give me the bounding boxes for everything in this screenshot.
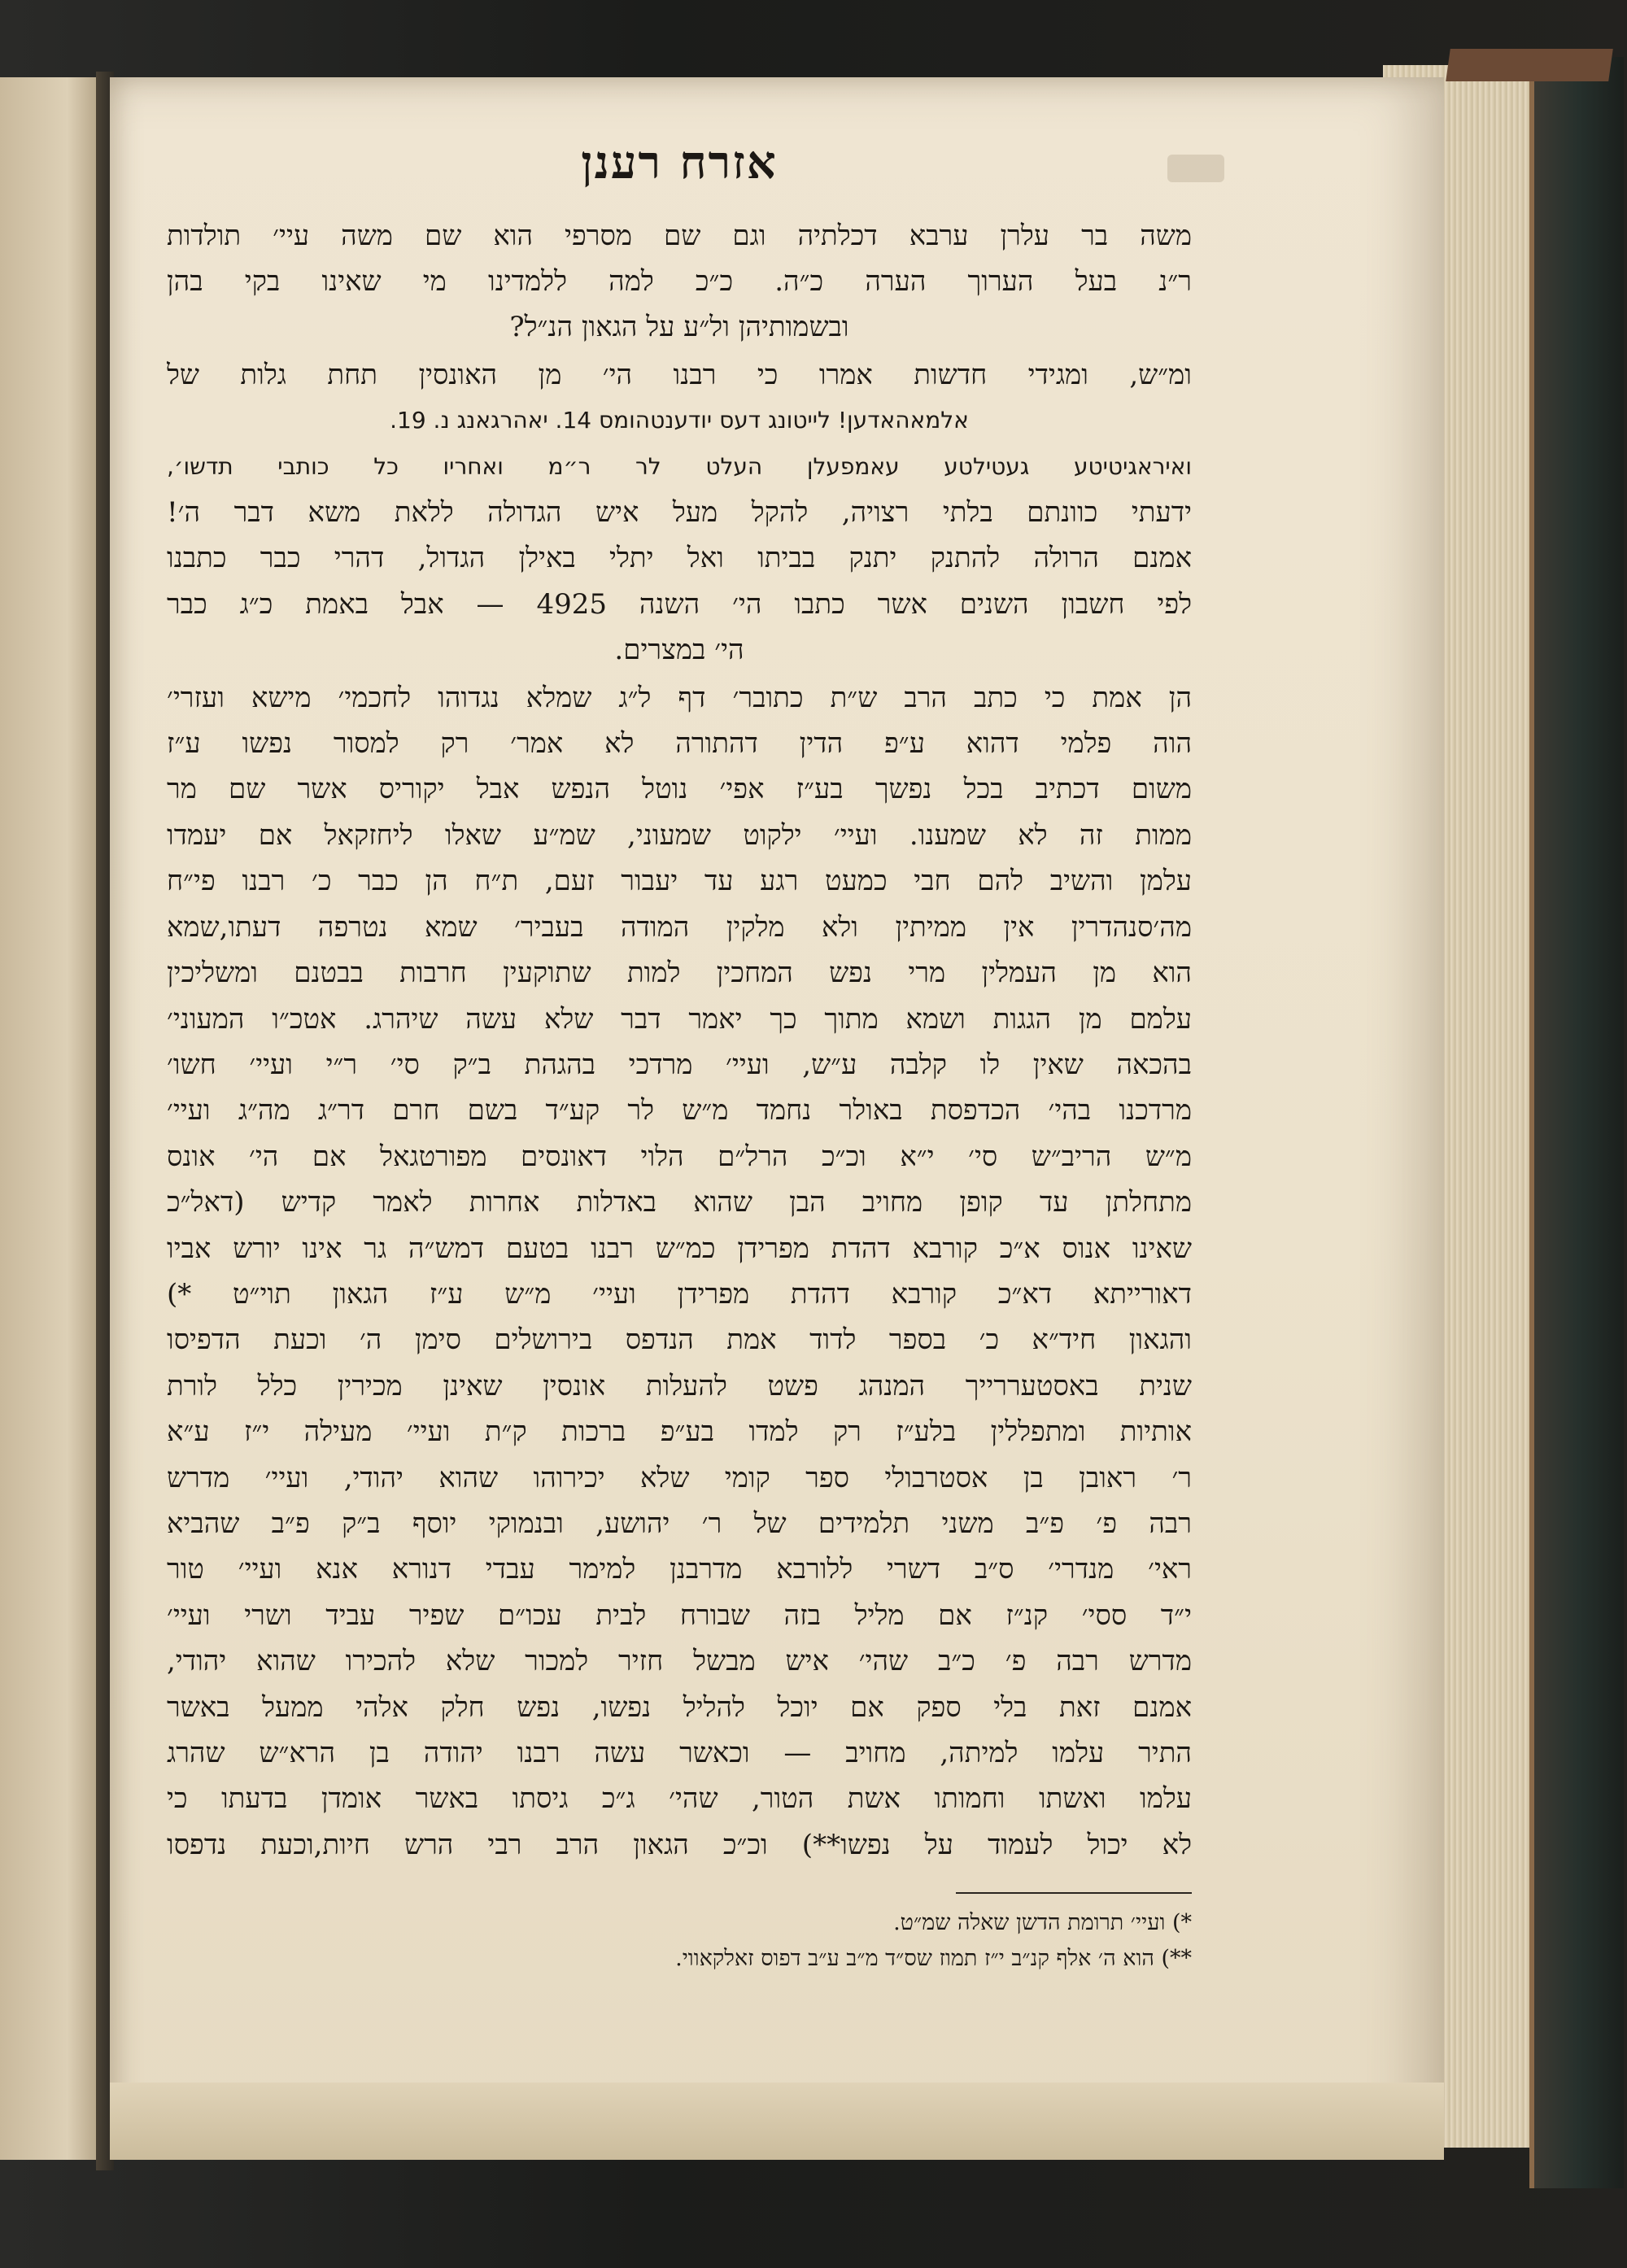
left-facing-page bbox=[0, 77, 98, 2160]
text-line: אמנם זאת בלי ספק אם יוכל להליל נפשו, נפש חלק אלהי ממעל באשר bbox=[167, 1690, 1192, 1724]
text-line: ממות זה לא שמענו. ועיי׳ ילקוט שמעוני, שמ״ע שאלו ליחזקאל אם יעמדו bbox=[167, 818, 1192, 852]
text-line: והגאון חיד״א כ׳ בספר לדוד אמת הנדפס בירושלים סימן ה׳ וכעת הדפיסו bbox=[167, 1324, 1192, 1357]
footnote-divider bbox=[956, 1892, 1192, 1894]
text-line: אותיות ומתפללין בלע״ז רק למדו בע״פ ברכות ק״ת ועיי׳ מעילה י״ז ע״א bbox=[167, 1415, 1192, 1449]
text-line: אמנם הרולה להתנק יתנק בביתו ואל יתלי באילן הגדול, דהרי כבר כתבנו bbox=[167, 542, 1192, 575]
book-cover-corner bbox=[1446, 49, 1613, 81]
paragraph-1 bbox=[167, 213, 1192, 351]
text-line: מה׳סנהדרין אין ממיתין ולא מלקין המודה בעביר׳ שמא נטרפה דעתו,שמא bbox=[167, 910, 1192, 944]
text-line: שנית באסטעררייך המנהג פשט להעלות אונסין שאינן מכירין כלל לורת bbox=[167, 1369, 1192, 1402]
footnote-1: *) ועיי׳ תרומת הדשן שאלה שמ״ט. bbox=[893, 1910, 1192, 1936]
book-cover-right bbox=[1529, 57, 1624, 2188]
text-line: מ״ש הריב״ש סי׳ י״א וכ״כ הרל״ם הלוי דאונסים מפורטגאל אם הי׳ אונס bbox=[167, 1140, 1192, 1173]
text-line: מתחלתן עד קופן מחויב הבן שהוא באדלות אחרות לאמר קדיש (דאל״כ bbox=[167, 1186, 1192, 1219]
text-line: אלמאהאדען! לייטונג דעס יודענטהומס 14. יאהרגאנג נ. 19. bbox=[390, 407, 969, 434]
paragraph-2 bbox=[167, 352, 1192, 674]
footnotes bbox=[167, 1905, 1192, 1977]
text-line: ואיראגיטיטע געטילטע עאמפעלן העלט לר ר״מ ואחריו כל כותבי תדשו׳, bbox=[167, 452, 1192, 480]
text-line: עלמו ואשתו וחמותו אשת הטור, שהי׳ ג״כ גיסתו באשר אומדן בדעתו כי bbox=[167, 1782, 1192, 1816]
text-line: ומ״ש, ומגידי חדשות אמרו כי רבנו הי׳ מן האונסין תחת גלות של bbox=[167, 358, 1192, 391]
text-line: לא יכול לעמוד על נפשו**) וכ״כ הגאון הרב רבי הרש חיות,וכעת נדפסו bbox=[167, 1828, 1192, 1861]
page-text bbox=[167, 138, 1192, 1977]
text-line: מדרש רבה פ׳ כ״ב שהי׳ איש מבשל חזיר למכור שלא להכירו שהוא יהודי, bbox=[167, 1645, 1192, 1678]
text-line: הן אמת כי כתב הרב ש״ת כתובר׳ דף ל״ג שמלא נגדוהו לחכמי׳ מישא ועזרי׳ bbox=[167, 681, 1192, 714]
footnote-2: **) הוא ה׳ אלף קנ״ב י״ז תמוז שס״ד מ״ב ע״ב דפוס זאלקאווי. bbox=[675, 1946, 1192, 1972]
running-head: אזרח רענן bbox=[581, 136, 778, 190]
text-line: רבה פ׳ פ״ב משני תלמידים של ר׳ יהושע, ובנמוקי יוסף ב״ק פ״ב שהביא bbox=[167, 1507, 1192, 1540]
text-line: ידעתי כוונתם בלתי רצויה, להקל מעל איש הגדולה ללאת משא דבר ה׳! bbox=[167, 496, 1192, 530]
paragraph-3 bbox=[167, 675, 1192, 1869]
text-line: ובשמותיהן ול״ע על הגאון הנ״ל? bbox=[509, 311, 849, 344]
text-line: ר׳ ראובן בן אסטרבולי ספר קומי שלא יכירוהו שהוא יהודי, ועיי׳ מדרש bbox=[167, 1461, 1192, 1494]
page-bottom-edge bbox=[110, 2083, 1444, 2160]
text-line: משה בר עלרן ערבא דכלתיה וגם שם מסרפי הוא שם משה עיי׳ תולדות bbox=[167, 219, 1192, 252]
text-line: בהכאה שאין לו קלבה ע״ש, ועיי׳ מרדכי בהגהת ב״ק סי׳ ר״י ועיי׳ חשו׳ bbox=[167, 1048, 1192, 1081]
text-line: דאורייתא דא״כ קורבא דהדת מפרידן ועיי׳ מ״ש ע״ז הגאון תוי״ט *) bbox=[167, 1277, 1192, 1311]
text-line: התיר עלמו למיתה, מחויב — וכאשר עשה רבנו יהודה בן הרא״ש שהרג bbox=[167, 1737, 1192, 1769]
text-line: מרדכנו בהי׳ הכדפסת באולר נחמד מ״ש לר קע״ד בשם חרם דר״ג מה״ג ועיי׳ bbox=[167, 1094, 1192, 1127]
text-line: לפי חשבון השנים אשר כתבו הי׳ השנה 4925 — אבל באמת כ״ג כבר bbox=[167, 587, 1192, 621]
text-line: עלמם מן הגגות ושמא מתוך כך יאמר דבר שלא עשה שיהרג. אטכ״ו המעוני׳ bbox=[167, 1002, 1192, 1036]
text-line: הוה פלמי דהוא ע״פ הדין דהתורה לא אמר׳ רק למסור נפשו ע״ז bbox=[167, 727, 1192, 761]
text-line: שאינו אנוס א״כ קורבא דהדת מפרידן כמ״ש רבנו בטעם דמש״ה גר אינו יורש אביו bbox=[167, 1232, 1192, 1265]
text-line: עלמן והשיב להם חבי כמעט רגע עד יעבור זעם, ת״ח הן כבר כ׳ רבנו פי״ח bbox=[167, 865, 1192, 898]
text-line: ראי׳ מנדרי׳ ס״ב דשרי ללורבא מדרבנן למימר עבדי דנורא אנא ועיי׳ טור bbox=[167, 1553, 1192, 1586]
text-line: י״ד ססי׳ קנ״ז אם מליל בזה שבורח לבית עכו״ם שפיר עביד ושרי ועיי׳ bbox=[167, 1599, 1192, 1632]
text-line: ר״נ בעל הערוך הערה כ״ה. כ״כ למה ללמדינו מי שאינו בקי בהן bbox=[167, 265, 1192, 298]
text-line: הוא מן העמלין מרי נפש המחכין למות שתוקעין חרבות בבטנם ומשליכין bbox=[167, 957, 1192, 990]
text-line: הי׳ במצרים. bbox=[614, 634, 744, 667]
text-line: משום דכתיב בכל נפשך בע״ז אפי׳ נוטל הנפש אבל יקוריס אשר שם מר bbox=[167, 773, 1192, 806]
